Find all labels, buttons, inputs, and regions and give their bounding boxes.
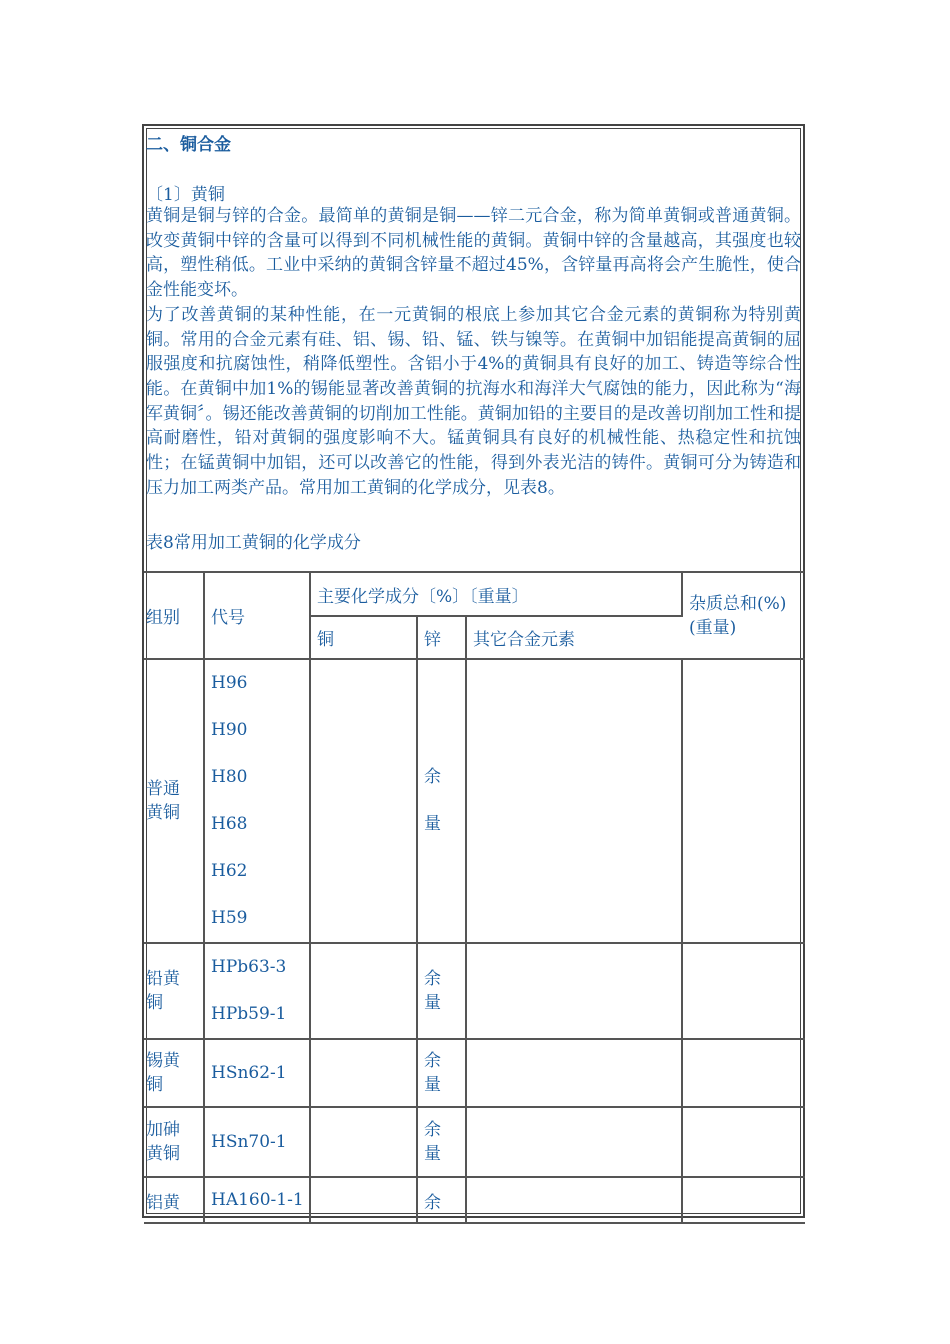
group-label: 普通 — [146, 779, 180, 799]
header-group: 组别 — [144, 573, 205, 660]
section-heading: 二、铜合金 — [146, 135, 231, 155]
header-zinc: 锌 — [418, 617, 467, 660]
header-impurity — [683, 573, 805, 660]
group-cell — [144, 660, 205, 944]
other-cell — [467, 1040, 683, 1108]
zinc-value: 量 — [424, 814, 441, 834]
code-cell — [205, 660, 311, 944]
impurity-cell — [683, 1178, 805, 1224]
code: H59 — [211, 908, 248, 928]
zinc-value: 余 — [424, 1120, 441, 1140]
group-cell — [144, 1108, 205, 1178]
table-row — [144, 1040, 805, 1108]
table-row — [144, 944, 805, 1040]
zinc-value: 量 — [424, 1075, 441, 1095]
subsection-heading: 〔1〕黄铜 — [146, 185, 225, 205]
header-other: 其它合金元素 — [467, 617, 683, 660]
code-cell — [205, 944, 311, 1040]
zinc-value: 量 — [424, 993, 441, 1013]
paragraph: 为了改善黄铜的某种性能，在一元黄铜的根底上参加其它合金元素的黄铜称为特别黄铜。常用的合金元素有硅、铝、锡、铅、锰、铁与镍等。在黄铜中加铝能提高黄铜的屈服强度和抗腐蚀性，稍降低塑性。含铝小于4%的黄铜具有良好的加工、铸造等综合性能。在黄铜中加1%的锡能显著改善黄铜的抗海水和海洋大气腐蚀的能力，因此称为“海军黄铜〞。锡还能改善黄铜的切削加工性能。黄铜加铅的主要目的是改善切削加工性和提高耐磨性，铅对黄铜的强度影响不大。锰黄铜具有良好的机械性能、热稳定性和抗蚀性；在锰黄铜中加铝，还可以改善它的性能，得到外表光洁的铸件。黄铜可分为铸造和压力加工两类产品。常用加工黄铜的化学成分，见表8。 — [146, 304, 801, 498]
paragraph: 黄铜是铜与锌的合金。最简单的黄铜是铜——锌二元合金，称为简单黄铜或普通黄铜。改变黄铜中锌的含量可以得到不同机械性能的黄铜。黄铜中锌的含量越高，其强度也较高，塑性稍低。工业中采纳的黄铜含锌量不超过45%，含锌量再高将会产生脆性，使合金性能变坏。 — [146, 206, 801, 301]
table-caption: 表8常用加工黄铜的化学成分 — [146, 533, 361, 553]
copper-cell — [311, 1178, 418, 1224]
code: H80 — [211, 767, 248, 787]
zinc-cell — [418, 1108, 467, 1178]
zinc-value: 余 — [424, 969, 441, 989]
group-label: 铜 — [146, 993, 163, 1013]
zinc-value: 余 — [424, 1192, 441, 1213]
impurity-cell — [683, 1108, 805, 1178]
group-label: 黄铜 — [146, 803, 180, 823]
composition-table — [144, 573, 805, 1224]
code: HSn70-1 — [211, 1132, 287, 1152]
group-label: 铝黄 — [146, 1192, 180, 1213]
table-row — [144, 1178, 805, 1224]
group-label: 加砷 — [146, 1120, 180, 1140]
code-cell — [205, 1040, 311, 1108]
header-impurity-line: 杂质总和(%) — [689, 593, 787, 614]
header-main: 主要化学成分〔%〕〔重量〕 — [311, 573, 683, 617]
other-cell — [467, 660, 683, 944]
zinc-cell — [418, 944, 467, 1040]
copper-cell — [311, 1040, 418, 1108]
group-label: 黄铜 — [146, 1144, 180, 1164]
body-text — [146, 204, 801, 500]
impurity-cell — [683, 944, 805, 1040]
code: H96 — [211, 673, 248, 693]
code: HPb63-3 — [211, 957, 287, 977]
other-cell — [467, 1108, 683, 1178]
group-cell — [144, 1178, 205, 1224]
code: H62 — [211, 861, 248, 881]
code: H68 — [211, 814, 248, 834]
code-cell — [205, 1108, 311, 1178]
header-copper: 铜 — [311, 617, 418, 660]
code: HPb59-1 — [211, 1004, 287, 1024]
copper-cell — [311, 1108, 418, 1178]
zinc-value: 余 — [424, 767, 441, 787]
group-cell — [144, 944, 205, 1040]
impurity-cell — [683, 1040, 805, 1108]
other-cell — [467, 1178, 683, 1224]
group-label: 锡黄 — [146, 1051, 180, 1071]
zinc-value: 量 — [424, 1144, 441, 1164]
group-cell — [144, 1040, 205, 1108]
copper-cell — [311, 944, 418, 1040]
zinc-value: 余 — [424, 1051, 441, 1071]
table-row — [144, 660, 805, 944]
code-cell — [205, 1178, 311, 1224]
group-label: 铅黄 — [146, 969, 180, 989]
zinc-cell — [418, 1178, 467, 1224]
zinc-cell — [418, 1040, 467, 1108]
group-label: 铜 — [146, 1075, 163, 1095]
header-impurity-line: (重量) — [689, 617, 737, 638]
impurity-cell — [683, 660, 805, 944]
header-code: 代号 — [205, 573, 311, 660]
table-row — [144, 1108, 805, 1178]
code: HSn62-1 — [211, 1063, 287, 1083]
code: HA160-1-1 — [211, 1190, 304, 1210]
copper-cell — [311, 660, 418, 944]
code: H90 — [211, 720, 248, 740]
other-cell — [467, 944, 683, 1040]
zinc-cell — [418, 660, 467, 944]
